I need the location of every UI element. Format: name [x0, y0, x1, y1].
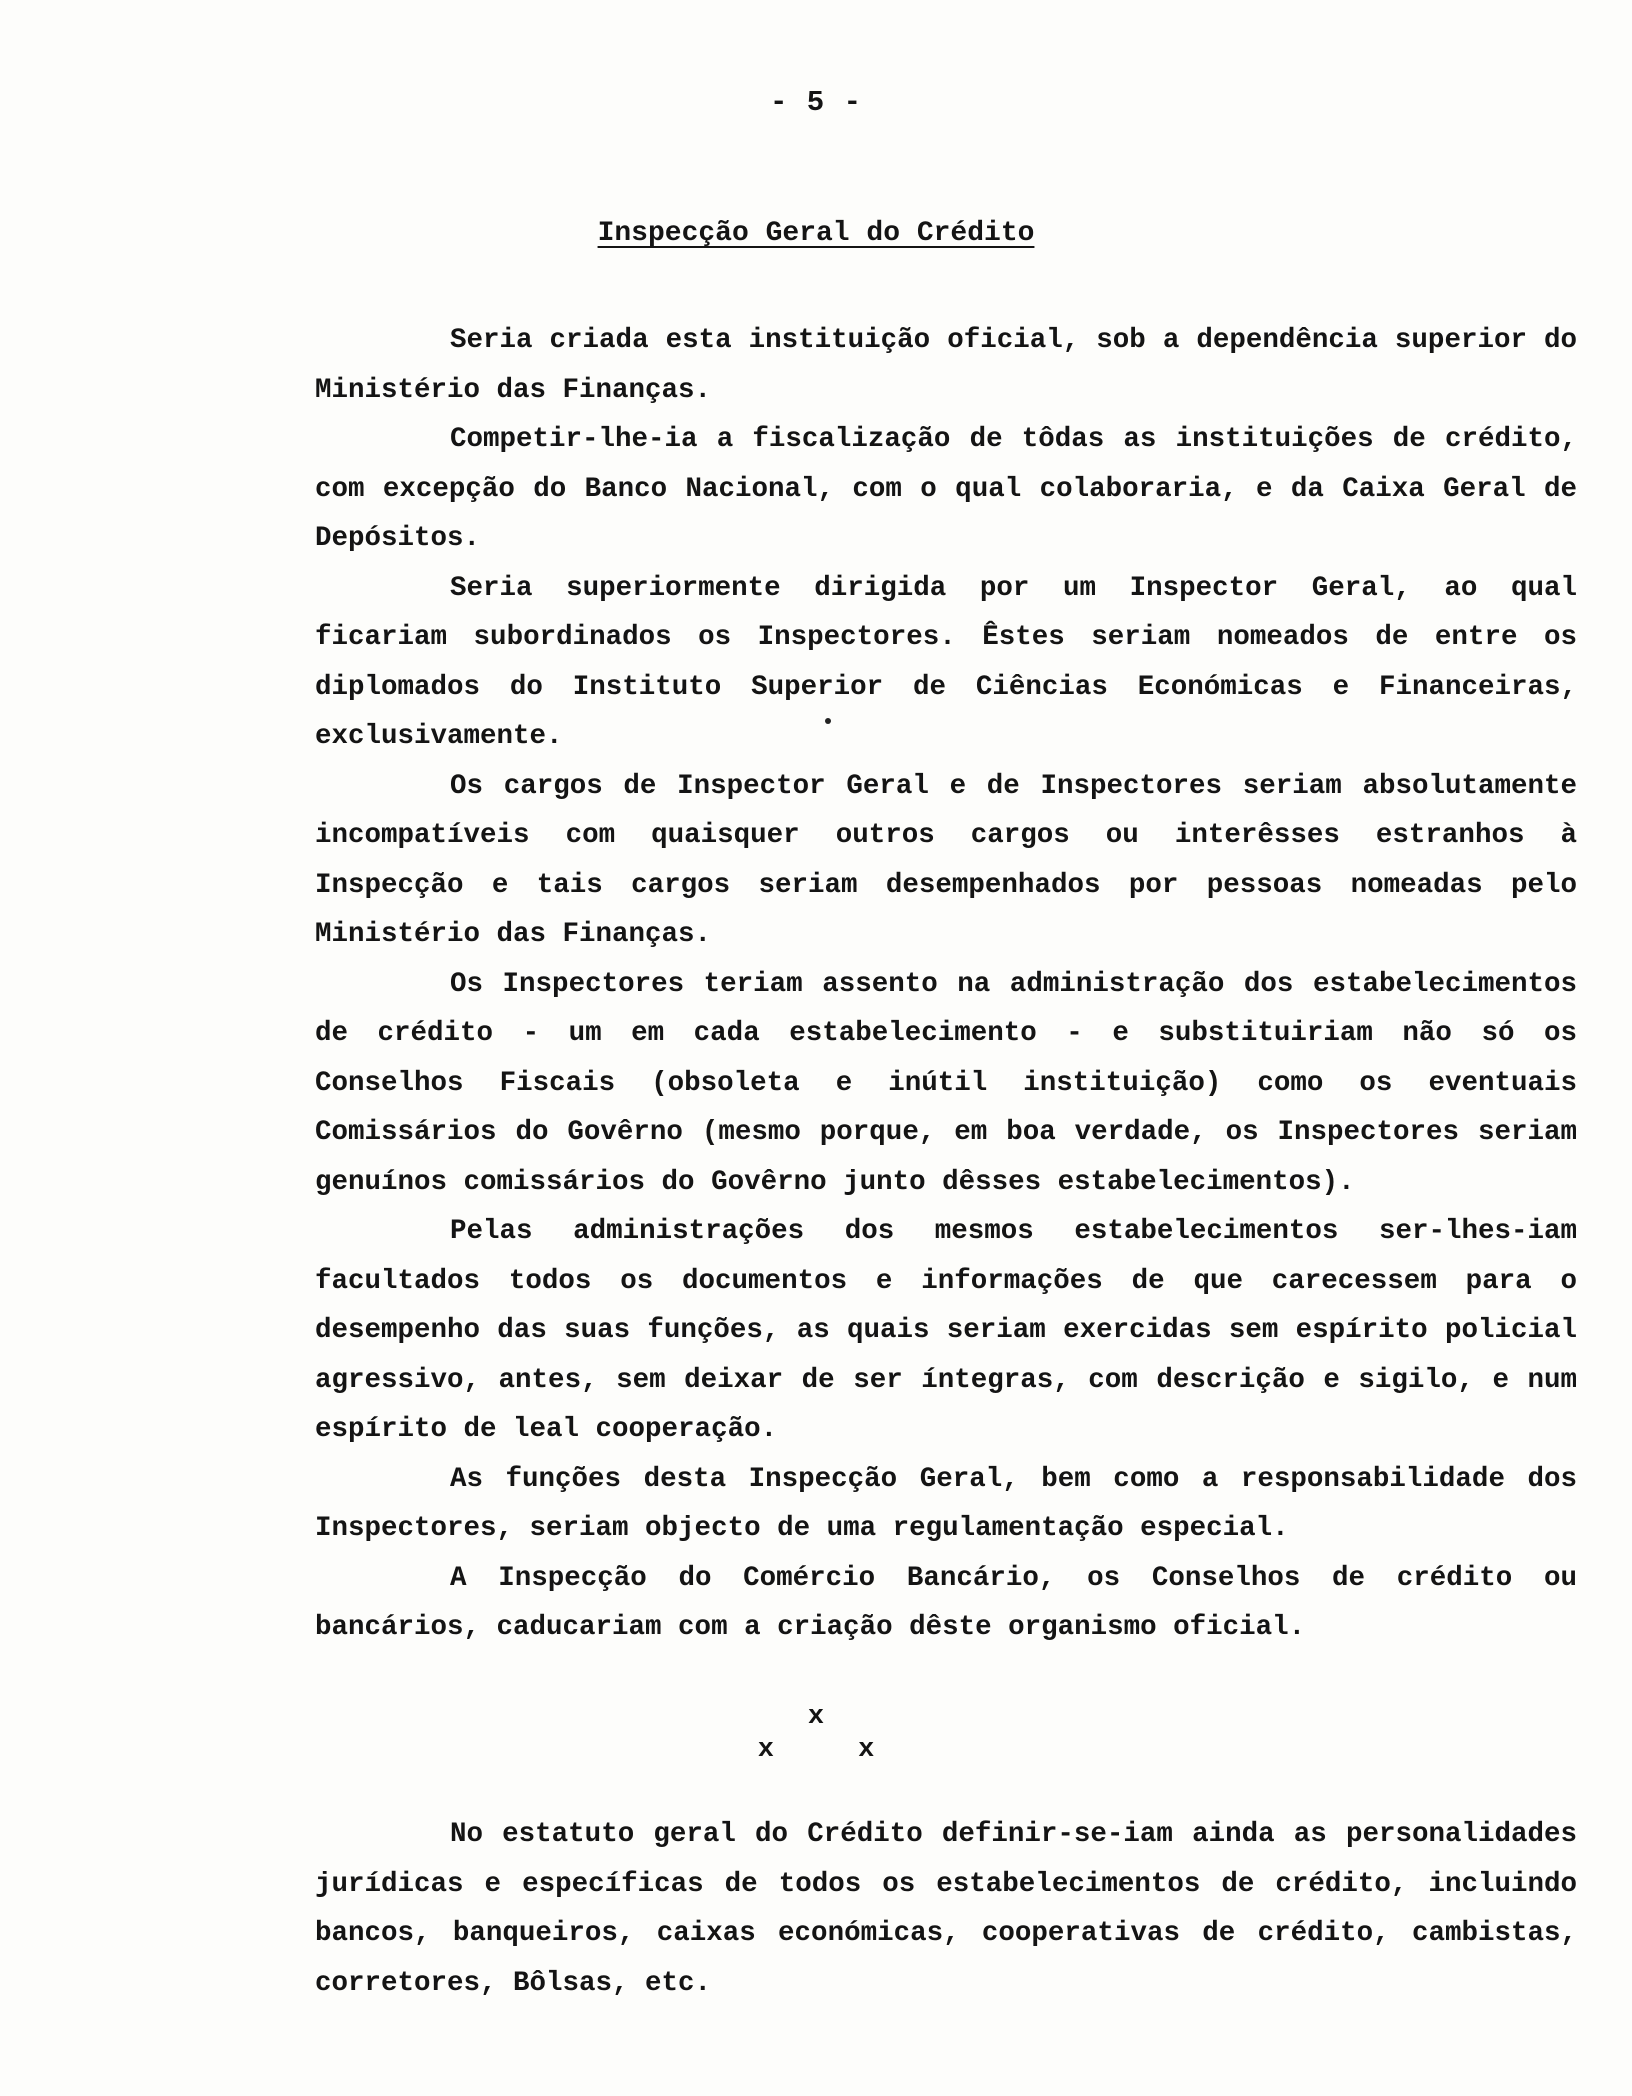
section-title-text: Inspecção Geral do Crédito: [597, 218, 1035, 249]
paragraph: Seria criada esta instituição oficial, sob a dependência superior do Ministério das Finanças.: [315, 325, 1577, 406]
paragraph: Competir-lhe-ia a fiscalização de tôdas as instituições de crédito, com excepção do Banco Nacional, com o qual colaboraria, e da Caixa Geral de Depósitos.: [315, 424, 1577, 554]
paragraph: Os Inspectores teriam assento na administração dos estabelecimentos de crédito - um em cada estabelecimento - e substituiriam não só os Conselhos Fiscais (obsoleta e inútil instituição) como os eventuais Comissários do Govêrno (mesmo porque, em boa verdade, os Inspectores seriam genuínos comissários do Govêrno junto dêsses estabelecimentos).: [315, 968, 1577, 1198]
paragraph: A Inspecção do Comércio Bancário, os Conselhos de crédito ou bancários, caducariam com a criação dêste organismo oficial.: [315, 1562, 1577, 1643]
paragraph: Seria superiormente dirigida por um Inspector Geral, ao qual ficariam subordinados os Inspectores. Êstes seriam nomeados de entre os diplomados do Instituto Superior de Ciências Económicas e Financeiras, exclusivamente.: [315, 572, 1577, 752]
ink-speck: [825, 718, 831, 724]
closing-text: [315, 1810, 1577, 2008]
paragraph: Pelas administrações dos mesmos estabelecimentos ser-lhes-iam facultados todos os documentos e informações de que carecessem para o desempenho das suas funções, as quais seriam exercidas sem espírito policial agressivo, antes, sem deixar de ser íntegras, com descrição e sigilo, e num espírito de leal cooperação.: [315, 1216, 1577, 1445]
paragraph: As funções desta Inspecção Geral, bem como a responsabilidade dos Inspectores, seriam objecto de uma regulamentação especial.: [315, 1463, 1577, 1544]
paragraph: Os cargos de Inspector Geral e de Inspectores seriam absolutamente incompatíveis com quaisquer outros cargos ou interêsses estranhos à Inspecção e tais cargos seriam desempenhados por pessoas nomeadas pelo Ministério das Finanças.: [315, 770, 1577, 950]
section-separator-top: x: [807, 1702, 825, 1732]
section-separator-bottom: x x: [757, 1735, 909, 1765]
body-text: [315, 316, 1577, 1653]
section-title: [0, 218, 1632, 249]
page-number: - 5 -: [769, 86, 862, 119]
closing-paragraph: No estatuto geral do Crédito definir-se-iam ainda as personalidades jurídicas e específicas de todos os estabelecimentos de crédito, incluindo bancos, banqueiros, caixas económicas, cooperativas de crédito, cambistas, corretores, Bôlsas, etc.: [315, 1819, 1577, 1999]
